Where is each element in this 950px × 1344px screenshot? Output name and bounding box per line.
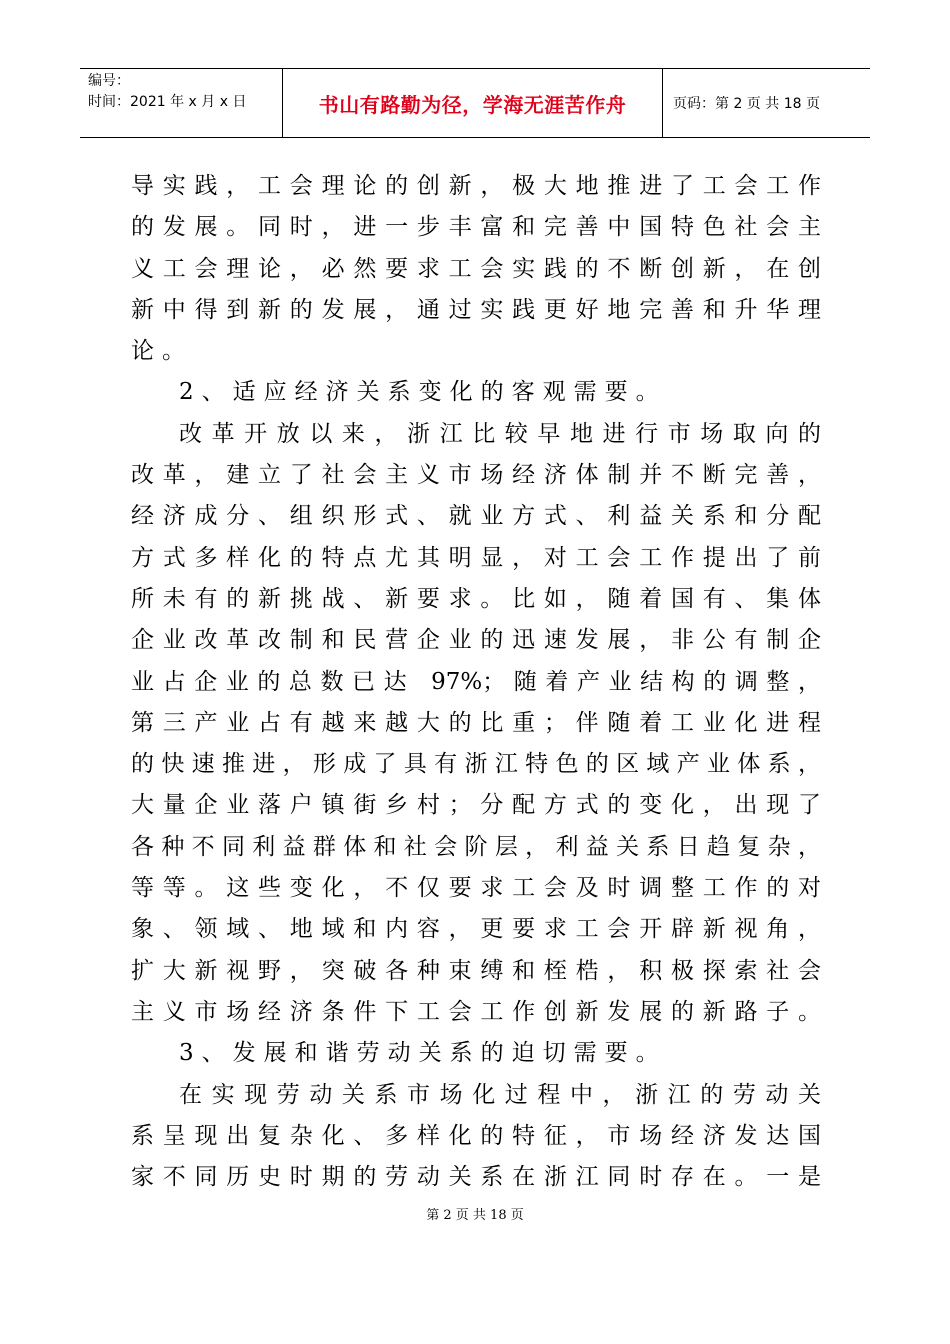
page-header [80,68,870,138]
time-label: 时间：2021 年 x 月 x 日 [88,94,247,110]
body-line: 大量企业落户镇街乡村；分配方式的变化，出现了 [131,792,821,819]
body-line: 家不同历史时期的劳动关系在浙江同时存在。一是 [131,1164,821,1191]
page-footer: 第 2 页 共 18 页 [426,1208,524,1223]
body-line: 所未有的新挑战、新要求。比如，随着国有、集体 [131,585,821,612]
body-line: 改革开放以来，浙江比较早地进行市场取向的 [179,420,821,447]
body-line: 改革，建立了社会主义市场经济体制并不断完善， [131,462,821,489]
number-label: 编号： [88,73,130,89]
body-line: 导实践，工会理论的创新，极大地推进了工会工作 [131,173,821,199]
body-line: 方式多样化的特点尤其明显，对工会工作提出了前 [131,544,821,571]
section-heading: 2、适应经济关系变化的客观需要。 [179,379,667,406]
body-line: 第三产业占有越来越大的比重；伴随着工业化进程 [131,709,821,736]
page-info-text: 页码：第 2 页 共 18 页 [673,96,820,112]
body-line: 在实现劳动关系市场化过程中，浙江的劳动关 [179,1081,821,1108]
section-heading: 3、发展和谐劳动关系的迫切需要。 [179,1040,667,1067]
motto-text: 书山有路勤为径，学海无涯苦作舟 [318,92,627,117]
body-line: 各种不同利益群体和社会阶层，利益关系日趋复杂， [131,833,821,860]
body-line: 系呈现出复杂化、多样化的特征，市场经济发达国 [131,1122,821,1149]
body-line: 的快速推进，形成了具有浙江特色的区域产业体系， [131,751,821,778]
header-page-info [663,69,870,137]
body-line: 新中得到新的发展，通过实践更好地完善和升华理 [131,296,821,323]
body-line: 经济成分、组织形式、就业方式、利益关系和分配 [131,503,821,530]
body-line: 业占企业的总数已达 97%；随着产业结构的调整， [131,668,821,695]
body-line: 扩大新视野，突破各种束缚和桎梏，积极探索社会 [131,957,821,984]
header-motto-cell [283,69,663,137]
body-line: 义工会理论，必然要求工会实践的不断创新，在创 [131,255,821,282]
document-body [131,166,821,1198]
body-line: 主义市场经济条件下工会工作创新发展的新路子。 [131,998,821,1025]
body-line: 等等。这些变化，不仅要求工会及时调整工作的对 [131,875,821,902]
header-meta [80,69,283,137]
body-line: 企业改革改制和民营企业的迅速发展，非公有制企 [131,627,821,654]
body-line: 的发展。同时，进一步丰富和完善中国特色社会主 [131,214,821,241]
body-line: 象、领域、地域和内容，更要求工会开辟新视角， [131,916,821,943]
body-line: 论。 [131,338,193,365]
